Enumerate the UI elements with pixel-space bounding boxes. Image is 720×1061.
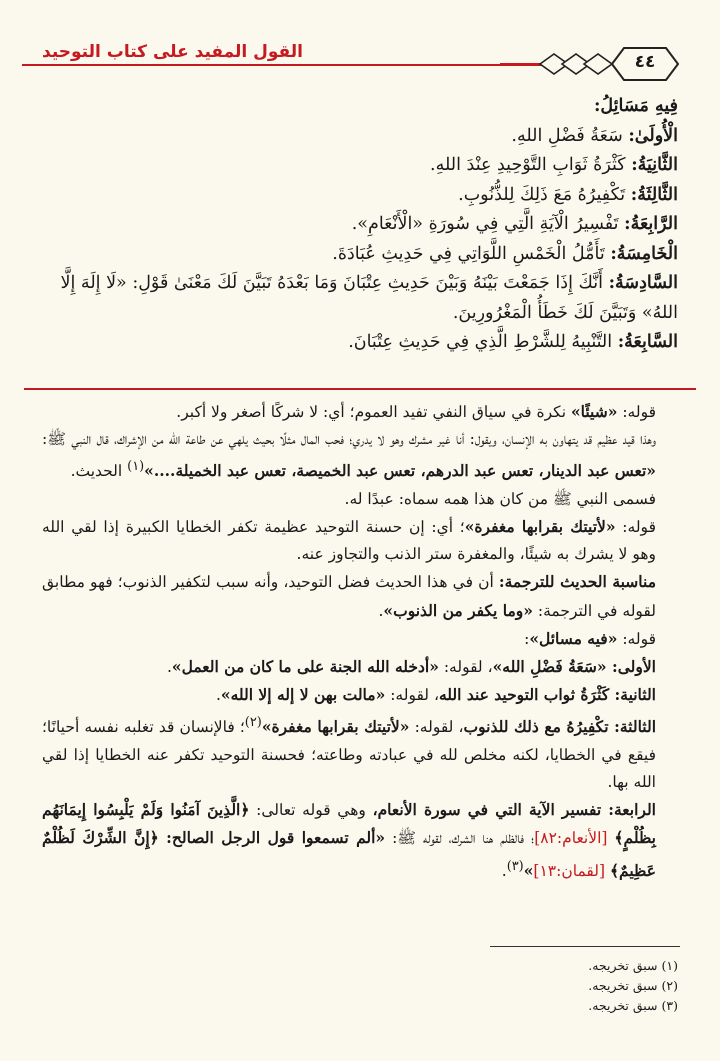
paragraph: مناسبة الحديث للترجمة: أن في هذا الحديث فضل التوحيد، وأنه سبب لتكفير الذنوب؛ فهو مطابق لقوله في الترجمة: «وما يكفر من الذنوب».	[42, 572, 656, 620]
masala-item: الثَّالِثَةُ: تَكْفِيرُهُ مَعَ ذَلِكَ لِلذُّنُوبِ.	[458, 184, 678, 205]
masala-item: الرَّابِعَةُ: تَفْسِيرُ الْآيَةِ الَّتِي فِي سُورَةِ «الْأَنْعَامِ».	[351, 214, 678, 234]
footnote: (١) سبق تخريجه.	[588, 958, 678, 973]
commentary-section	[42, 398, 678, 885]
paragraph: الثالثة: تكْفِيرُهُ مع ذلك للذنوب، لقوله: «لأتيتك بقرابها مغفرة»$^{(٢)}$؛ فالإنسان قد تغلبه نفسه أحيانًا؛ فيقع في الخطايا، لكنه مخلص لله في عبادته وطاعته؛ فحسنة التوحيد تكفر عنه الخطايا إذا لقي الله بها.	[42, 715, 657, 791]
paragraph: الثانية: كَثْرَةُ ثواب التوحيد عند الله، لقوله: «مالت بهن لا إله إلا الله».	[215, 685, 656, 705]
footnotes	[588, 956, 678, 1016]
footnote: (٢) سبق تخريجه.	[588, 978, 678, 993]
footnote: (٣) سبق تخريجه.	[588, 998, 678, 1013]
footnote-ref: (٣)	[506, 858, 524, 874]
page-number: ٤٤	[634, 52, 656, 72]
masala-item: الْأُولَىٰ: سَعَةُ فَضْلِ اللهِ.	[511, 125, 678, 146]
masala-item: السَّابِعَةُ: التَّنْبِيهُ لِلشَّرْطِ الَّذِي فِي حَدِيثِ عِتْبَانَ.	[348, 332, 678, 352]
paragraph: فسمى النبي ﷺ من كان هذا همه سماه: عبدًا له.	[344, 489, 656, 508]
footnote-ref: (١)	[127, 459, 145, 475]
masail-section	[42, 92, 678, 358]
paragraph: الرابعة: تفسير الآية التي في سورة الأنعام، وهي قوله تعالى: ﴿الَّذِينَ آمَنُوا وَلَمْ يَلْبِسُوا إِيمَانَهُم بِظُلْمٍ﴾ [الأنعام:٨٢]؛ فالظلم هنا الشرك، لقوله ﷺ: «ألم تسمعوا قول الرجل الصالح: ﴿إِنَّ الشِّرْكَ لَظُلْمٌ عَظِيمٌ﴾ [لقمان:١٣]»$^{(٣)}$.	[42, 800, 656, 880]
book-title: القول المفيد على كتاب التوحيد	[42, 42, 303, 62]
masala-item: الثَّانِيَةُ: كَثْرَةُ ثَوَابِ التَّوْحِيدِ عِنْدَ اللهِ.	[430, 155, 678, 175]
footnote-rule	[490, 946, 680, 947]
paragraph: قوله: «فيه مسائل»:	[524, 628, 656, 648]
masala-item: الْخَامِسَةُ: تَأَمُّلُ الْخَمْسِ اللَّوَاتِي فِي حَدِيثِ عُبَادَةَ.	[332, 243, 678, 264]
paragraph: قوله: «شيئًا» نكرة في سياق النفي تفيد العموم؛ أي: لا شركًا أصغر ولا أكبر.	[176, 402, 656, 421]
page-header	[22, 40, 680, 80]
footnote-ref: (٢)	[244, 715, 262, 731]
masala-item: السَّادِسَةُ: أَنَّكَ إِذَا جَمَعْتَ بَيْنَهُ وَبَيْنَ حَدِيثِ عِتْبَانَ وَمَا بَعْدَهُ تَبَيَّنَ لَكَ مَعْنَىٰ قَوْلِ: «لَا إِلَهَ إِلَّا اللهُ» وَتَبَيَّنَ لَكَ خَطَأُ الْمَغْرُورِينَ.	[60, 273, 678, 323]
masail-heading: فِيهِ مَسَائِلُ:	[593, 96, 678, 116]
paragraph: الأولى: «سَعَةُ فَضْلِ الله»، لقوله: «أدخله الله الجنة على ما كان من العمل».	[166, 656, 656, 676]
header-rule	[22, 64, 560, 66]
paragraph: وهذا قيد عظيم قد يتهاون به الإنسان، ويقول: أنا غير مشرك وهو لا يدري؛ فحب المال مثلًا بحيث يلهي عن طاعة الله من الإشراك، قال النبي ﷺ: «تعس عبد الدينار، تعس عبد الدرهم، تعس عبد الخميصة، تعس عبد الخميلة....»$^{(١)}$ الحديث.	[42, 430, 656, 481]
paragraph: قوله: «لأتيتك بقرابها مغفرة»؛ أي: إن حسنة التوحيد عظيمة تكفر الخطايا الكبيرة إذا لقي الله وهو لا يشرك به شيئًا، والمغفرة ستر الذنب والتجاوز عنه.	[42, 516, 656, 564]
section-divider	[24, 388, 696, 390]
